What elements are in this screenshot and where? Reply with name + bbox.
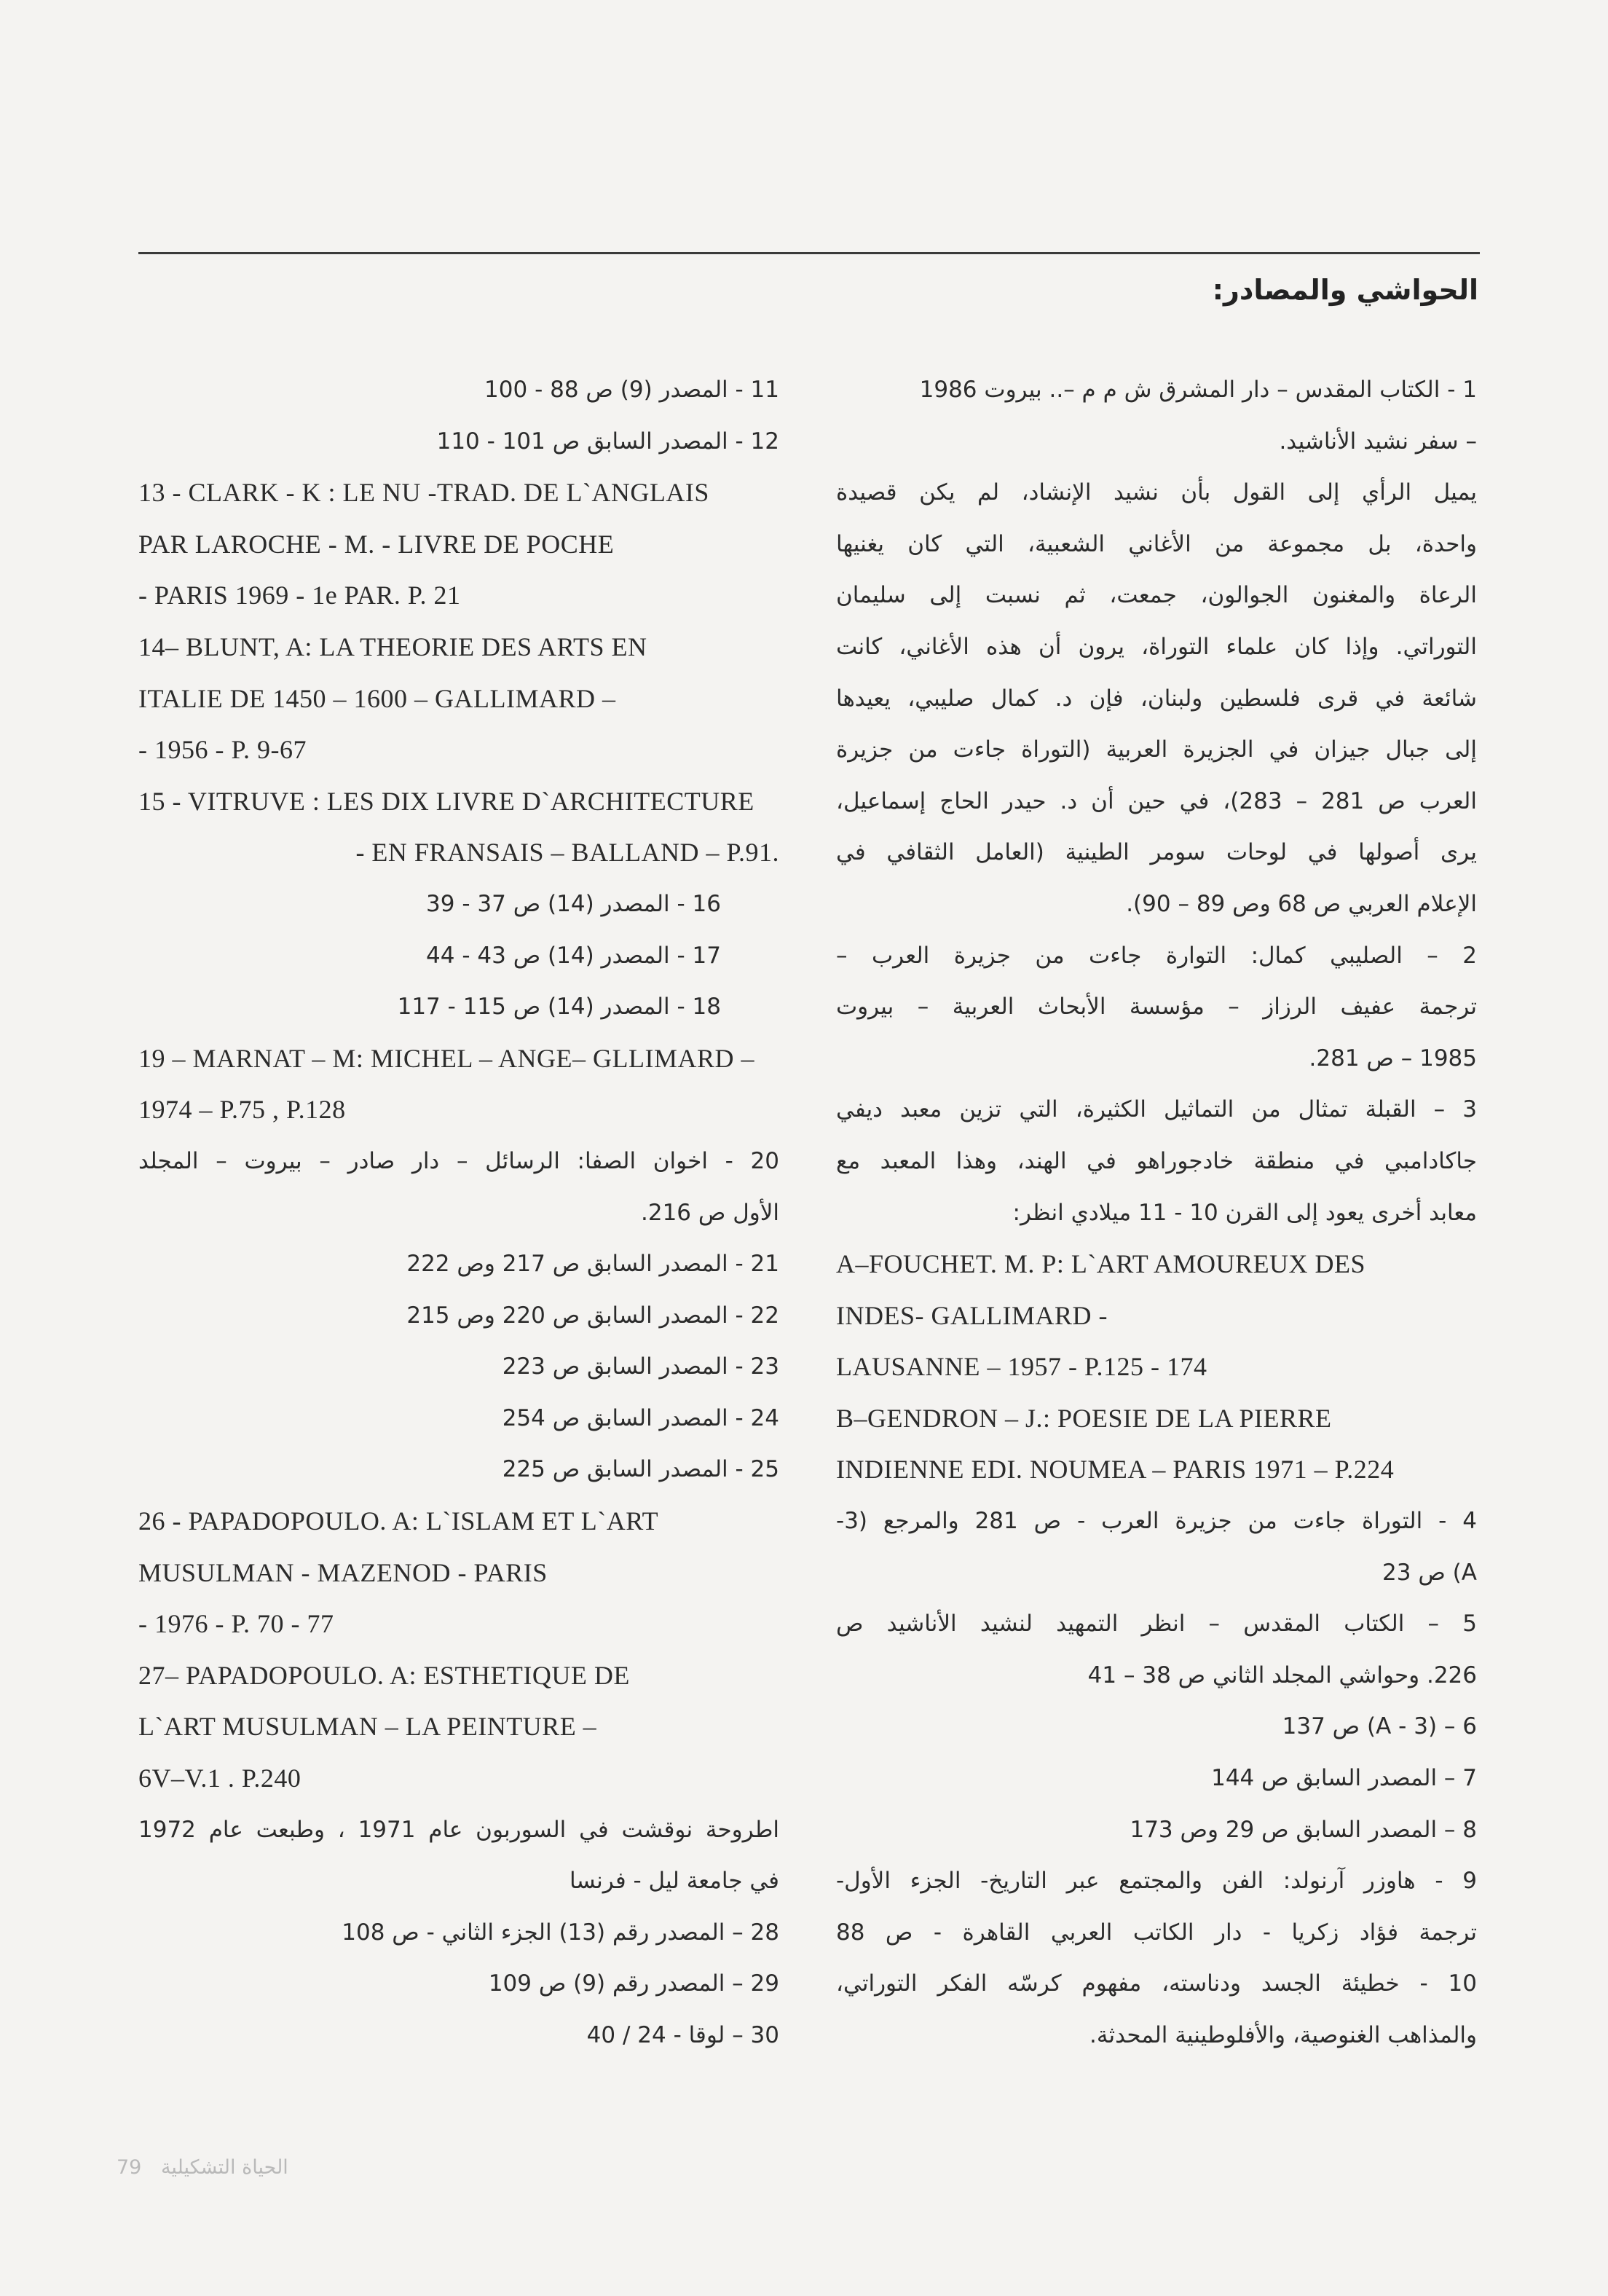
note-line: التوراتي. وإذا كان علماء التوراة، يرون أن هذه الأغاني، كانت <box>836 633 1477 660</box>
note-line: إلى جبال جيزان في الجزيرة العربية (التوراة جاءت من جزيرة <box>836 736 1477 763</box>
note-line: الإعلام العربي ص 68 وص 89 – 90). <box>1126 890 1477 917</box>
note-line: INDIENNE EDI. NOUMEA – PARIS 1971 – P.224 <box>836 1455 1395 1485</box>
note-line: العرب ص 281 – 283)، في حين أن د. حيدر الحاج إسماعيل، <box>836 787 1477 814</box>
note-line: واحدة، بل مجموعة من الأغاني الشعبية، التي كان يغنيها <box>836 530 1477 557</box>
notes-column-left <box>138 364 779 2061</box>
note-line: INDES- GALLIMARD - <box>836 1300 1108 1330</box>
note-line: 2 – الصليبي كمال: التوارة جاءت من جزيرة العرب – <box>836 942 1477 969</box>
note-line: 8 – المصدر السابق ص 29 وص 173 <box>1130 1816 1477 1843</box>
note-line: 4 - التوراة جاءت من جزيرة العرب - ص 281 والمرجع (3- <box>836 1508 1477 1535</box>
note-line: ITALIE DE 1450 – 1600 – GALLIMARD – <box>138 683 616 713</box>
note-line: 9 - هاوزر آرنولد: الفن والمجتمع عبر التاريخ- الجزء الأول- <box>836 1868 1477 1895</box>
note-line: 10 - خطيئة الجسد ودناسته، مفهوم كرسّه الفكر التوراتي، <box>836 1970 1477 1997</box>
note-line: 23 - المصدر السابق ص 223 <box>502 1353 779 1380</box>
note-line: - EN FRANSAIS – BALLAND – P.91. <box>355 838 779 868</box>
note-line: في جامعة ليل - فرنسا <box>570 1868 779 1895</box>
note-line: 12 - المصدر السابق ص 101 - 110 <box>436 428 779 455</box>
note-line: ترجمة عفيف الرزاز – مؤسسة الأبحاث العربية – بيروت <box>836 994 1477 1021</box>
section-heading: الحواشي والمصادر: <box>1212 274 1478 306</box>
note-line: 22 - المصدر السابق ص 220 وص 215 <box>406 1302 779 1329</box>
note-line: والمذاهب الغنوصية، والأفلوطينية المحدثة. <box>1089 2022 1477 2048</box>
note-line: - PARIS 1969 - 1e PAR. P. 21 <box>138 581 461 610</box>
page-number: 79 <box>117 2156 142 2179</box>
magazine-title: الحياة التشكيلية <box>160 2156 288 2179</box>
page-footer <box>117 2156 288 2179</box>
note-line: يرى أصولها في لوحات سومر الطينية (العامل الثقافي في <box>836 839 1477 866</box>
note-line: 1974 – P.75 , P.128 <box>138 1095 346 1125</box>
note-line: 17 - المصدر (14) ص 43 - 44 <box>426 942 721 969</box>
note-line: 15 - VITRUVE : LES DIX LIVRE D`ARCHITECTURE <box>138 786 754 816</box>
note-line: 24 - المصدر السابق ص 254 <box>502 1404 779 1431</box>
note-line: MUSULMAN - MAZENOD - PARIS <box>138 1557 548 1587</box>
note-line: جاكادامبي في منطقة خادجوراهو في الهند، وهذا المعبد مع <box>836 1147 1477 1174</box>
note-line: LAUSANNE – 1957 - P.125 - 174 <box>836 1352 1207 1382</box>
note-line: 14– BLUNT, A: LA THEORIE DES ARTS EN <box>138 632 647 661</box>
note-line: A) ص 23 <box>1382 1559 1477 1586</box>
note-line: 30 – لوقا - 24 / 40 <box>586 2022 779 2048</box>
note-line: 16 - المصدر (14) ص 37 - 39 <box>426 890 721 917</box>
note-line: 11 - المصدر (9) ص 88 - 100 <box>484 377 779 403</box>
note-line: الأول ص 216. <box>640 1199 779 1226</box>
note-line: 28 – المصدر رقم (13) الجزء الثاني - ص 108 <box>342 1919 779 1946</box>
note-line: معابد أخرى يعود إلى القرن 10 - 11 ميلادي انظر: <box>1012 1199 1477 1226</box>
note-line: 19 – MARNAT – M: MICHEL – ANGE– GLLIMARD – <box>138 1043 755 1073</box>
note-line: B–GENDRON – J.: POESIE DE LA PIERRE <box>836 1403 1332 1433</box>
note-line: 25 - المصدر السابق ص 225 <box>502 1456 779 1483</box>
note-line: الرعاة والمغنون الجوالون، جمعت، ثم نسبت إلى سليمان <box>836 582 1477 609</box>
note-line: شائعة في قرى فلسطين ولبنان، فإن د. كمال صليبي، يعيدها <box>836 685 1477 712</box>
note-line: PAR LAROCHE - M. - LIVRE DE POCHE <box>138 529 615 559</box>
note-line: 18 - المصدر (14) ص 115 - 117 <box>397 994 721 1021</box>
note-line: L`ART MUSULMAN – LA PEINTURE – <box>138 1712 597 1742</box>
note-line: ترجمة فؤاد زكريا - دار الكاتب العربي القاهرة - ص 88 <box>836 1919 1477 1946</box>
note-line: 27– PAPADOPOULO. A: ESTHETIQUE DE <box>138 1660 630 1690</box>
note-line: 1 - الكتاب المقدس – دار المشرق ش م م –.. بيروت 1986 <box>919 377 1477 403</box>
top-rule <box>138 252 1480 254</box>
notes-column-right <box>836 364 1477 2061</box>
note-line: A–FOUCHET. M. P: L`ART AMOUREUX DES <box>836 1249 1366 1279</box>
note-line: 13 - CLARK - K : LE NU -TRAD. DE L`ANGLAIS <box>138 478 709 508</box>
note-line: 26 - PAPADOPOULO. A: L`ISLAM ET L`ART <box>138 1506 659 1536</box>
note-line: 7 – المصدر السابق ص 144 <box>1211 1765 1477 1792</box>
note-line: اطروحة نوقشت في السوربون عام 1971 ، وطبعت عام 1972 <box>138 1816 779 1843</box>
note-line: – سفر نشيد الأناشيد. <box>1279 428 1477 455</box>
note-line: 6 – (3 - A) ص 137 <box>1282 1713 1477 1740</box>
note-line: 29 – المصدر رقم (9) ص 109 <box>488 1970 779 1997</box>
note-line: - 1956 - P. 9-67 <box>138 735 307 765</box>
note-line: 6V–V.1 . P.240 <box>138 1764 302 1793</box>
note-line: 20 - اخوان الصفا: الرسائل – دار صادر – بيروت – المجلد <box>138 1147 779 1174</box>
note-line: 5 – الكتاب المقدس – انظر التمهيد لنشيد الأناشيد ص <box>836 1611 1477 1638</box>
note-line: 3 – القبلة تمثال من التماثيل الكثيرة، التي تزين معبد ديفي <box>836 1096 1477 1123</box>
note-line: - 1976 - P. 70 - 77 <box>138 1609 334 1639</box>
note-line: 21 - المصدر السابق ص 217 وص 222 <box>406 1251 779 1278</box>
note-line: 226. وحواشي المجلد الثاني ص 38 – 41 <box>1087 1662 1477 1688</box>
note-line: يميل الرأي إلى القول بأن نشيد الإنشاد، لم يكن قصيدة <box>836 479 1477 506</box>
note-line: 1985 – ص 281. <box>1309 1045 1477 1072</box>
